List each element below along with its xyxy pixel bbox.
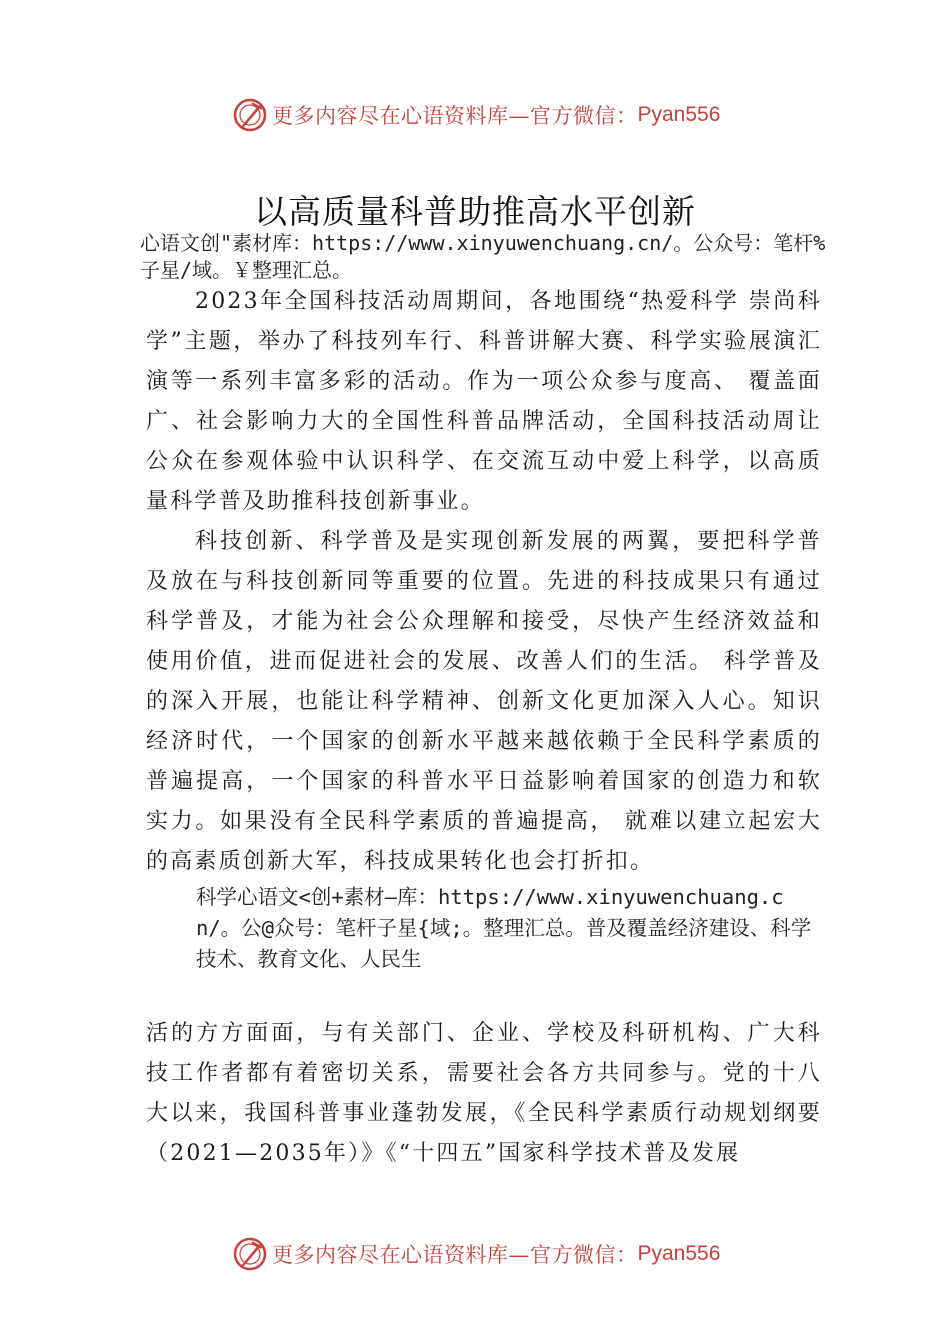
source-note: 心语文创"素材库：https://www.xinyuwenchuang.cn/。公众号：笔杆%子星/域。￥整理汇总。: [140, 231, 826, 282]
paragraph-1: 2023年全国科技活动周期间，各地围绕“热爱科学 崇尚科学”主题，举办了科技列车行、科普讲解大赛、科学实验展演汇演等一系列丰富多彩的活动。作为一项公众参与度高、 覆盖面广、社会影响力大的全国性科普品牌活动，全国科技活动周让公众在参观体验中认识科学、在交流互动中爱上科学，以高质量科学普及助推科技创新事业。: [146, 289, 822, 514]
paragraph-2: 科技创新、科学普及是实现创新发展的两翼，要把科学普及放在与科技创新同等重要的位置。先进的科技成果只有通过科学普及，才能为社会公众理解和接受，尽快产生经济效益和使用价值，进而促进社会的发展、改善人们的生活。 科学普及的深入开展，也能让科学精神、创新文化更加深入人心。知识经济时代，一个国家的创新水平越来越依赖于全民科学素质的普遍提高，一个国家的科普水平日益影响着国家的创造力和软实力。如果没有全民科学素质的普遍提高， 就难以建立起宏大的高素质创新大军，科技成果转化也会打折扣。: [146, 529, 822, 874]
paragraph-3: 活的方方面面，与有关部门、企业、学校及科研机构、广大科技工作者都有着密切关系，需要社会各方共同参与。党的十八大以来，我国科普事业蓬勃发展，《全民科学素质行动规划纲要（2021—2035年）》《“十四五”国家科学技术普及发展: [146, 1021, 822, 1166]
footer-banner: [232, 1234, 720, 1274]
banner-text: 更多内容尽在心语资料库—官方微信：: [272, 104, 638, 128]
header-banner: [232, 95, 720, 135]
quill-seal-icon: [232, 1236, 268, 1272]
banner-wechat-id: Pyan556: [637, 1242, 721, 1265]
page-title: 以高质量科普助推高水平创新: [254, 192, 696, 231]
quill-seal-icon: [232, 97, 268, 133]
inline-source-note: 科学心语文<创+素材—库：https://www.xinyuwenchuang.cn/。公@众号：笔杆子星{域;。整理汇总。普及覆盖经济建设、科学技术、教育文化、人民生: [196, 885, 812, 971]
banner-text: 更多内容尽在心语资料库—官方微信：: [272, 1243, 638, 1267]
banner-wechat-id: Pyan556: [637, 103, 721, 126]
